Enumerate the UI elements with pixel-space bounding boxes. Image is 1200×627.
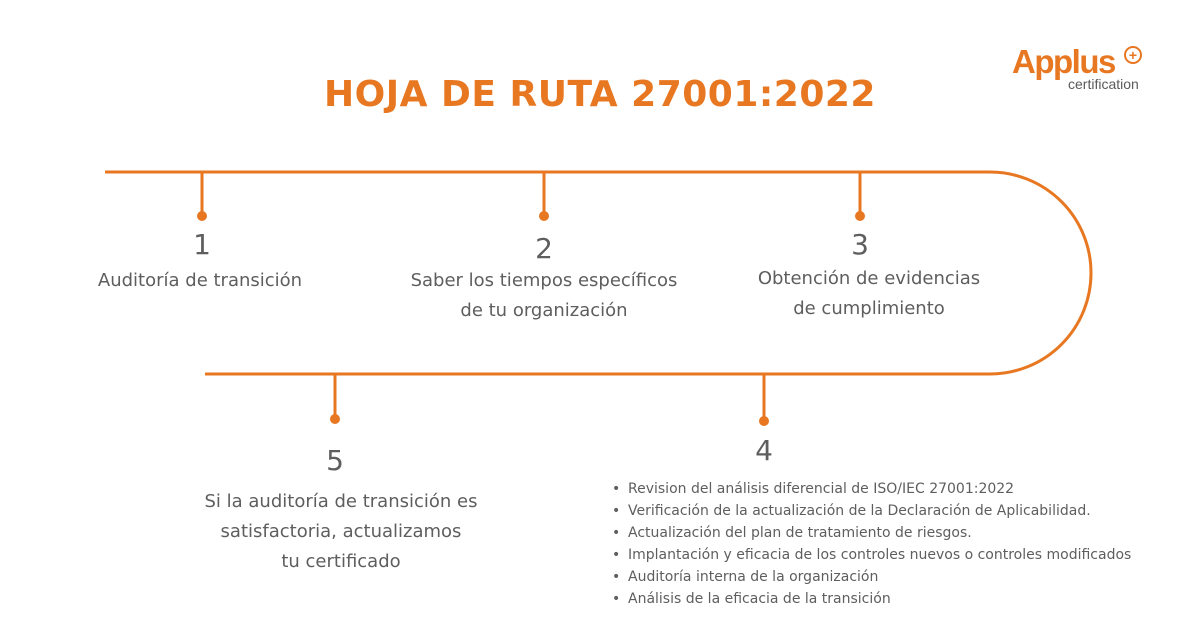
step-5-line-3: tu certificado [281,551,401,572]
list-item: • Verificación de la actualización de la Declaración de Aplicabilidad. [612,500,1131,522]
step-2-text [374,266,714,326]
step-2-line-1: Saber los tiempos específicos [410,270,678,291]
step-4-bullet-list [612,478,1131,610]
step-1-text [60,266,340,296]
step-2-line-2: de tu organización [460,300,628,321]
step-3-line-1: Obtención de evidencias [757,268,981,289]
list-item: • Actualización del plan de tratamiento de riesgos. [612,522,1131,544]
step-5-number: 5 [326,444,344,477]
step-3-text [724,264,1014,324]
list-item: • Auditoría interna de la organización [612,566,1131,588]
step-1-number: 1 [193,228,211,261]
list-item: • Implantación y eficacia de los controles nuevos o controles modificados [612,544,1131,566]
logo-wordmark: Applus [1012,43,1115,80]
logo-subtitle: certification [1068,76,1139,92]
page-title: HOJA DE RUTA 27001:2022 [324,74,876,115]
step-5-marker [330,414,340,424]
step-1-marker [197,211,207,221]
list-item: • Revision del análisis diferencial de ISO/IEC 27001:2022 [612,478,1131,500]
step-3-number: 3 [851,228,869,261]
step-1-line-1: Auditoría de transición [97,270,303,291]
step-4-number: 4 [755,434,773,467]
step-2-marker [539,211,549,221]
list-item: • Análisis de la eficacia de la transición [612,588,1131,610]
step-5-text [160,487,522,577]
step-4-marker [759,416,769,426]
applus-logo [1012,44,1172,104]
step-3-marker [855,211,865,221]
step-2-number: 2 [535,232,553,265]
step-3-line-2: de cumplimiento [793,298,945,319]
logo-plus-icon: + [1124,46,1142,64]
step-5-line-1: Si la auditoría de transición es [204,491,478,512]
step-5-line-2: satisfactoria, actualizamos [220,521,462,542]
